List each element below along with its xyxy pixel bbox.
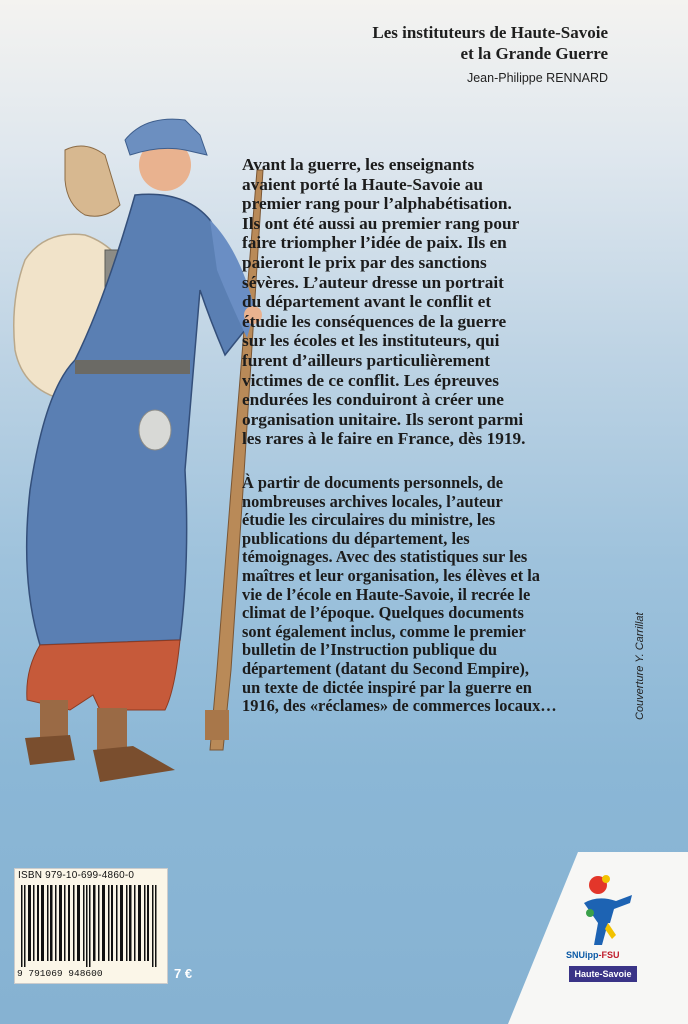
blurb-line: étudie les circulaires du ministre, les bbox=[242, 510, 496, 530]
publisher-logo-figure-icon bbox=[578, 873, 638, 951]
book-title-line1: Les instituteurs de Haute-Savoie bbox=[372, 23, 608, 42]
blurb-line: maîtres et leur organisation, les élèves et la bbox=[242, 565, 541, 585]
publisher-logo-name-part1: SNUipp bbox=[566, 950, 599, 960]
blurb-line: Avant la guerre, les enseignants bbox=[242, 155, 475, 174]
blurb-line: sévères. L’auteur dresse un portrait bbox=[242, 272, 504, 292]
blurb-line: Ils ont été aussi au premier rang pour bbox=[242, 213, 520, 233]
publisher-logo-name bbox=[566, 950, 620, 960]
blurb-line: organisation unitaire. Ils seront parmi bbox=[242, 409, 524, 429]
blurb-line: département (datant du Second Empire), bbox=[242, 658, 529, 678]
blurb-line: témoignages. Avec des statistiques sur les bbox=[242, 547, 528, 567]
blurb-line: À partir de documents personnels, de bbox=[242, 473, 504, 492]
blurb-line: sont également inclus, comme le premier bbox=[242, 621, 526, 641]
blurb-line: climat de l’époque. Quelques documents bbox=[242, 603, 524, 623]
blurb-line: paieront le prix par des sanctions bbox=[242, 252, 487, 272]
blurb-line: 1916, des «réclames» de commerces locaux… bbox=[242, 696, 557, 716]
price: 7 € bbox=[174, 966, 193, 981]
blurb-line: les rares à le faire en France, dès 1919. bbox=[242, 429, 526, 449]
blurb-line: un texte de dictée inspiré par la guerre en bbox=[242, 677, 532, 697]
blurb-line: publications du département, les bbox=[242, 528, 470, 548]
publisher-logo-region: Haute-Savoie bbox=[569, 966, 637, 982]
blurb-line: vie de l’école en Haute-Savoie, il recrée le bbox=[242, 584, 531, 604]
book-author: Jean-Philippe RENNARD bbox=[466, 71, 608, 85]
isbn-digits: 9 791069 948600 bbox=[17, 968, 103, 979]
blurb-line: nombreuses archives locales, l’auteur bbox=[242, 491, 503, 511]
cover-credit: Couverture Y. Carrillat bbox=[634, 612, 646, 720]
book-title-line2: et la Grande Guerre bbox=[460, 44, 608, 63]
blurb-line: bulletin de l’Instruction publique du bbox=[242, 640, 498, 660]
isbn-label: ISBN 979-10-699-4860-0 bbox=[18, 870, 135, 881]
blurb-line: étudie les conséquences de la guerre bbox=[242, 311, 507, 331]
blurb-line: furent d’ailleurs particulièrement bbox=[242, 350, 490, 370]
publisher-logo-name-part2: -FSU bbox=[598, 950, 620, 960]
blurb-line: victimes de ce conflit. Les épreuves bbox=[242, 370, 499, 390]
blurb-line: endurées les conduiront à créer une bbox=[242, 390, 504, 410]
blurb-line: faire triompher l’idée de paix. Ils en bbox=[242, 233, 507, 253]
blurb-line: sur les écoles et les instituteurs, qui bbox=[242, 331, 500, 351]
blurb-line: avaient porté la Haute-Savoie au bbox=[242, 174, 483, 194]
blurb-line: du département avant le conflit et bbox=[242, 292, 492, 312]
blurb-line: premier rang pour l’alphabétisation. bbox=[242, 194, 512, 214]
